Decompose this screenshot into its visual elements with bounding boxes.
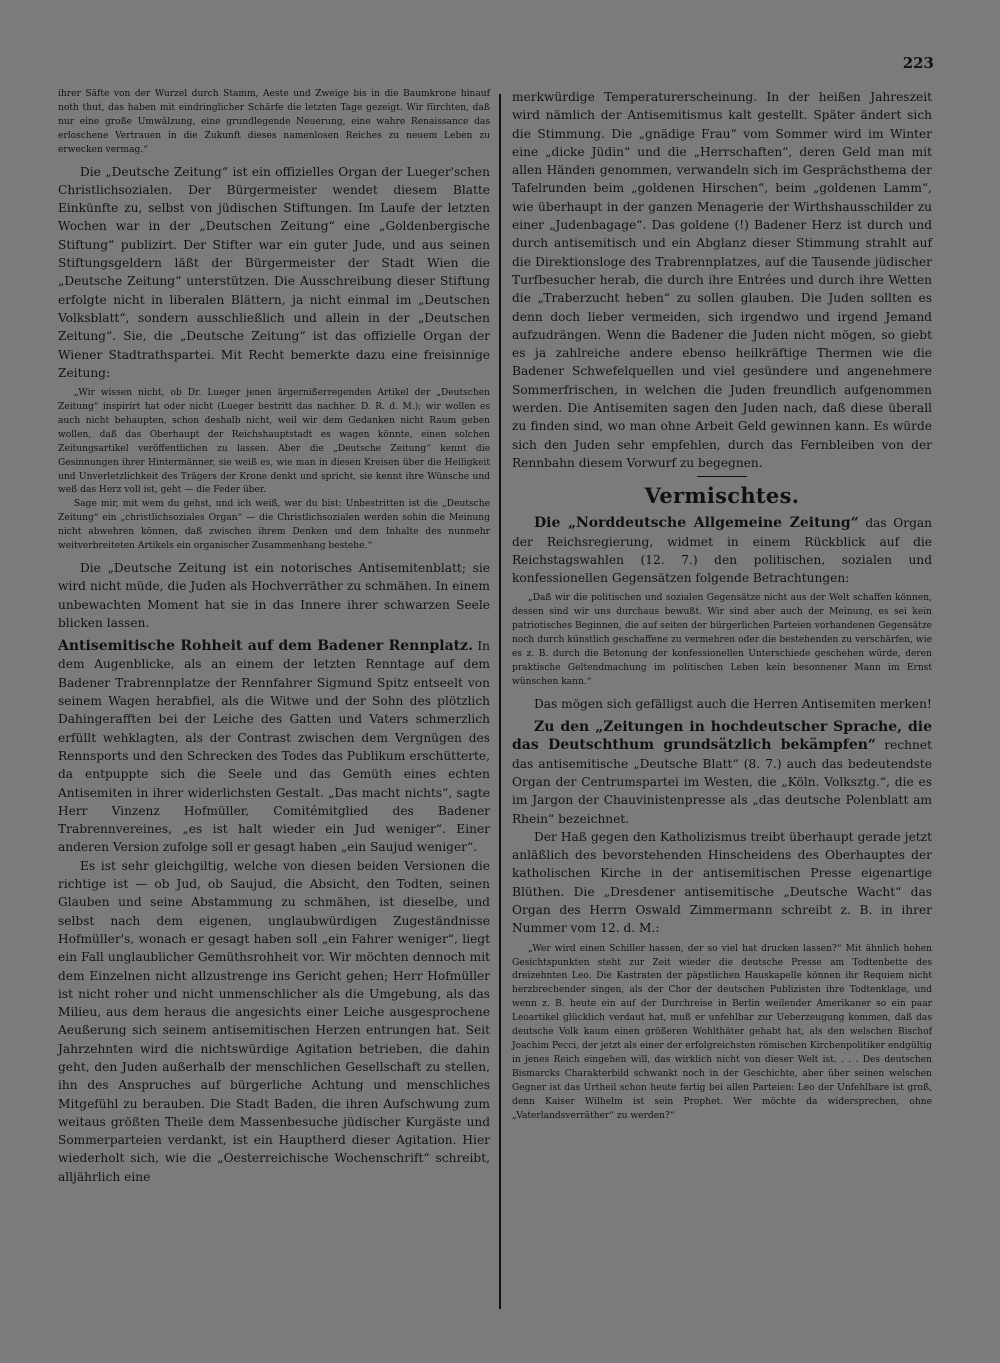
deutsche-zeitung-paragraph: Die „Deutsche Zeitung“ ist ein offizielles Organ der Lueger'schen Christlichsozialen. Der Bürgermeister wendet diesem Blatte Einkünfte zu, selbst von jüdischen Stiftungen. Im Laufe der letzten Wochen war in der „Deutschen Zeitung“ eine „Goldenbergische Stiftung“ publizirt. Der Stifter war ein guter Jude, und aus seinen Stiftungsgeldern läßt der Bürgermeister der Stadt Wien die „Deutsche Zeitung“ unterstützen. Die Ausschreibung dieser Stiftung erfolgte nicht in liberalen Blättern, ja nicht einmal im „Deutschen Volksblatt“, sondern ausschließlich und allein in der „Deutschen Zeitung“. Sie, die „Deutsche Zeitung“ ist das offizielle Organ der Wiener Stadtrathspartei. Mit Recht bemerkte dazu eine freisinnige Zeitung: — [58, 164, 490, 380]
badener-text: In dem Augenblicke, als an einem der letzten Renntage auf dem Badener Trabrennplatze der Rennfahrer Sigmund Spitz entseelt von seinem Wagen herabfiel, als die Witwe und der Sohn des plötzlich Dahingerafften bei der Leiche des Gatten und Vaters schmerzlich erfüllt wehklagten, als der Contrast zwischen dem Vergnügen des Rennsports und den Schrecken des Todes das Publikum erschütterte, da entpuppte sich die Seele und das Gemüth eines echten Antisemiten in ihrer widerlichsten Gestalt. „Das macht nichts“, sagte Herr Vinzenz Hofmüller, Comitémitglied des Badener Trabrennvereines, „es ist halt wieder ein Jud weniger“. Einer anderen Version zufolge soll er gesagt haben „ein Saujud weniger“. — [58, 639, 490, 855]
right-column — [512, 88, 932, 1123]
quote-lueger: „Wir wissen nicht, ob Dr. Lueger jenen ärgernißerregenden Artikel der „Deutschen Zeitung“ inspirirt hat oder nicht (Lueger bestritt das nachher. D. R. d. M.); wir wollen es auch nicht behaupten, schon deshalb nicht, weil wir dem Gedanken nicht Raum geben wollen, daß das Oberhaupt der Reichshauptstadt es wagen könnte, einen solchen Zeitungsartikel veröffentlichen zu lassen. Aber die „Deutsche Zeitung“ kennt die Gesinnungen ihrer Hintermänner, sie weiß es, wie man in diesen Kreisen über die Heiligkeit und Unverletzlichkeit des Trägers der Krone denkt und spricht, sie kennt ihre Wünsche und weß das Herz voll ist, geht — die Feder über. — [58, 388, 490, 496]
badener-headline: Antisemitische Rohheit auf dem Badener Rennplatz. — [58, 638, 473, 655]
norddeutsche-text: das Organ der Reichsregierung, widmet in einem Rückblick auf die Reichstagswahlen (12. 7.) den politischen, sozialen und konfessionellen Gegensätzen folgende Betrachtungen: — [512, 516, 933, 586]
badener-article — [58, 637, 490, 857]
left-column — [58, 88, 490, 1186]
gleichgiltig-paragraph: Es ist sehr gleichgiltig, welche von diesen beiden Versionen die richtige ist — ob Jud, ob Saujud, die Absicht, den Todten, seinen Glauben und seine Abstammung zu schmähen, ist dieselbe, und selbst nach dem eigenen, unglaubwürdigen Zugeständnisse Hofmüller's, wonach er gesagt haben soll „ein Fahrer weniger“, liegt ein Fall unglaublicher Gemüthsrohheit vor. Wir möchten dennoch mit dem Einzelnen nicht allzustrenge ins Gericht gehen; Herr Hofmüller ist nicht roher und nicht unmenschlicher als die Umgebung, als das Milieu, aus dem heraus die angesichts einer Leiche ausgesprochene Aeußerung sich seinem antisemitischen Herzen entrungen hat. Seit Jahrzehnten wird die nichtswürdige Agitation betrieben, die dahin geht, den Juden außerhalb der menschlichen Gesellschaft zu stellen, ihn des Anspruches auf bürgerliche Achtung und menschliches Mitgefühl zu berauben. Die Stadt Baden, die ihren Aufschwung zum weitaus größten Theile dem Massenbesuche jüdischer Kurgäste und Sommerparteien verdankt, ist ein Hauptherd dieser Agitation. Hier wiederholt sich, wie die „Oesterreichische Wochenschrift“ schreibt, alljährlich eine — [58, 858, 490, 1184]
column-divider — [499, 94, 501, 1309]
temperatur-paragraph: merkwürdige Temperaturerscheinung. In der heißen Jahreszeit wird nämlich der Antisemitismus kalt gestellt. Später ändert sich die Stimmung. Die „gnädige Frau“ vom Sommer wird im Winter eine „dicke Jüdin“ und die „Herrschaften“, deren Geld man mit allen Händen genommen, verwandeln sich im Gesprächsthema der Tafelrunden beim „goldenen Hirschen“, beim „goldenen Lamm“, wie überhaupt in der ganzen Menagerie der Wirthshausschilder zu einer „Judenbagage“. Das goldene (!) Badener Herz ist durch und durch antisemitisch und ein Abglanz dieser Stimmung strahlt auf die Direktionsloge des Trabrennplatzes, auf die Tausende jüdischer Turfbesucher herab, die durch ihre Entrées und durch ihre Wetten die „Traberzucht heben“ zu sollen glauben. Die Juden sollten es denn doch lieber vermeiden, sich irgendwo und irgend Jemand aufzudrängen. Wenn die Badener die Juden nicht mögen, so giebt es ja zahlreiche andere ebenso heilkräftige Thermen wie die Badener Schwefelquellen und viel gesündere und angenehmere Sommerfrischen, in welchen die Juden freundlich aufgenommen werden. Die Antisemiten sagen den Juden nach, daß diese überall zu finden sind, wo man ohne Arbeit Geld gewinnen kann. Es würde sich den Juden sehr empfehlen, durch das Fernbleiben von der Rennbahn diesem Vorwurf zu begegnen. — [512, 90, 932, 470]
section-heading: Vermischtes. — [644, 483, 800, 509]
quote-sage-mir: Sage mir, mit wem du gehst, und ich weiß, wer du bist: Unbestritten ist die „Deutsche Zeitung“ ein „christlichsoziales Organ“ — die Christlichsozialen werden sohin die Meinung nicht abwehren können, daß zwischen ihrem Denken und dem Inhalte des nunmehr weitverbreiteten Artikels ein organischer Zusammenhang bestehe.“ — [58, 499, 490, 552]
hochdeutsch-headline: Zu den „Zeitungen in hochdeutscher Sprache, die das Deutschthum grundsätzlich bekämpfen“ — [512, 719, 932, 754]
section-rule — [697, 476, 747, 477]
norddeutsche-article — [512, 514, 932, 587]
hochdeutsch-article — [512, 718, 932, 828]
page-number: 223 — [902, 54, 934, 72]
norddeutsche-headline: Die „Norddeutsche Allgemeine Zeitung“ — [534, 515, 859, 532]
merken-paragraph: Das mögen sich gefälligst auch die Herren Antisemiten merken! — [534, 696, 932, 711]
antisemitenblatt-paragraph: Die „Deutsche Zeitung ist ein notorisches Antisemitenblatt; sie wird nicht müde, die Juden als Hochverräther zu schmähen. In einem unbewachten Moment hat sie in das Innere ihrer schwarzen Seele blicken lassen. — [58, 560, 490, 630]
quote-end-paragraph: ihrer Säfte von der Wurzel durch Stamm, Aeste und Zweige bis in die Baumkrone hinauf noth thut, das haben mit eindringlicher Schärfe die letzten Tage gezeigt. Wir fürchten, daß nur eine große Umwälzung, eine grundlegende Neuerung, eine wahre Renaissance das erloschene Vertrauen in die Zukunft dieses namenlosen Reiches zu neuem Leben zu erwecken vermag.“ — [58, 89, 490, 155]
quote-gegensaetze: „Daß wir die politischen und sozialen Gegensätze nicht aus der Welt schaffen können, dessen sind wir uns durchaus bewußt. Wir sind aber auch der Meinung, es sei kein patriotisches Beginnen, die auf seiten der bürgerlichen Parteien vorhandenen Gegensätze noch durch künstlich geschaffene zu vermehren oder die bestehenden zu verschärfen, wie es z. B. durch die Betonung der konfessionellen Unterschiede geschehen würde, deren praktische Geltendmachung im politischen Leben kein besonnener Mann im Ernst wünschen kann.“ — [512, 593, 932, 687]
hochdeutsch-text: rechnet das antisemitische „Deutsche Blatt“ (8. 7.) auch das bedeutendste Organ der Centrumspartei im Westen, die „Köln. Volksztg.“, die es im Jargon der Chauvinistenpresse als „das deutsche Polenblatt am Rhein“ bezeichnet. — [512, 738, 932, 826]
quote-schiller: „Wer wird einen Schiller hassen, der so viel hat drucken lassen?“ Mit ähnlich hohen Gesichtspunkten steht zur Zeit wieder die deutsche Presse am Todtenbette des dreizehnten Leo. Die Kastraten der päpstlichen Hauskapelle können ihr Requiem nicht herzbrechender singen, als der Chor der deutschen Publizisten ihre Todtenklage, und wenn z. B. heute ein auf der Durchreise in Berlin weilender Amerikaner so ein paar Leoartikel glücklich verdaut hat, muß er unfehlbar zur Ueberzeugung kommen, daß das deutsche Volk kaum einen größeren Wohlthäter gehabt hat, als den welschen Bischof Joachim Pecci, der jetzt als einer der erfolgreichsten römischen Kirchenpolitiker endgültig in jenes Reich eingehen will, das wirklich nicht von dieser Welt ist. . . . Des deutschen Bismarcks Charakterbild schwankt noch in der Geschichte, aber über seinen welschen Gegner ist das Urtheil schon heute fertig bei allen Parteien: Leo der Unfehlbare ist groß, denn Kaiser Wilhelm ist sein Prophet. Wer möchte da widersprechen, ohne „Vaterlandsverräther“ zu werden?“ — [512, 943, 932, 1121]
katholizismus-paragraph: Der Haß gegen den Katholizismus treibt überhaupt gerade jetzt anläßlich des bevorstehenden Hinscheidens des Oberhauptes der katholischen Kirche in der antisemitischen Presse eigenartige Blüthen. Die „Dresdener antisemitische „Deutsche Wacht“ das Organ des Herrn Oswald Zimmermann schreibt z. B. in ihrer Nummer vom 12. d. M.: — [512, 829, 932, 936]
